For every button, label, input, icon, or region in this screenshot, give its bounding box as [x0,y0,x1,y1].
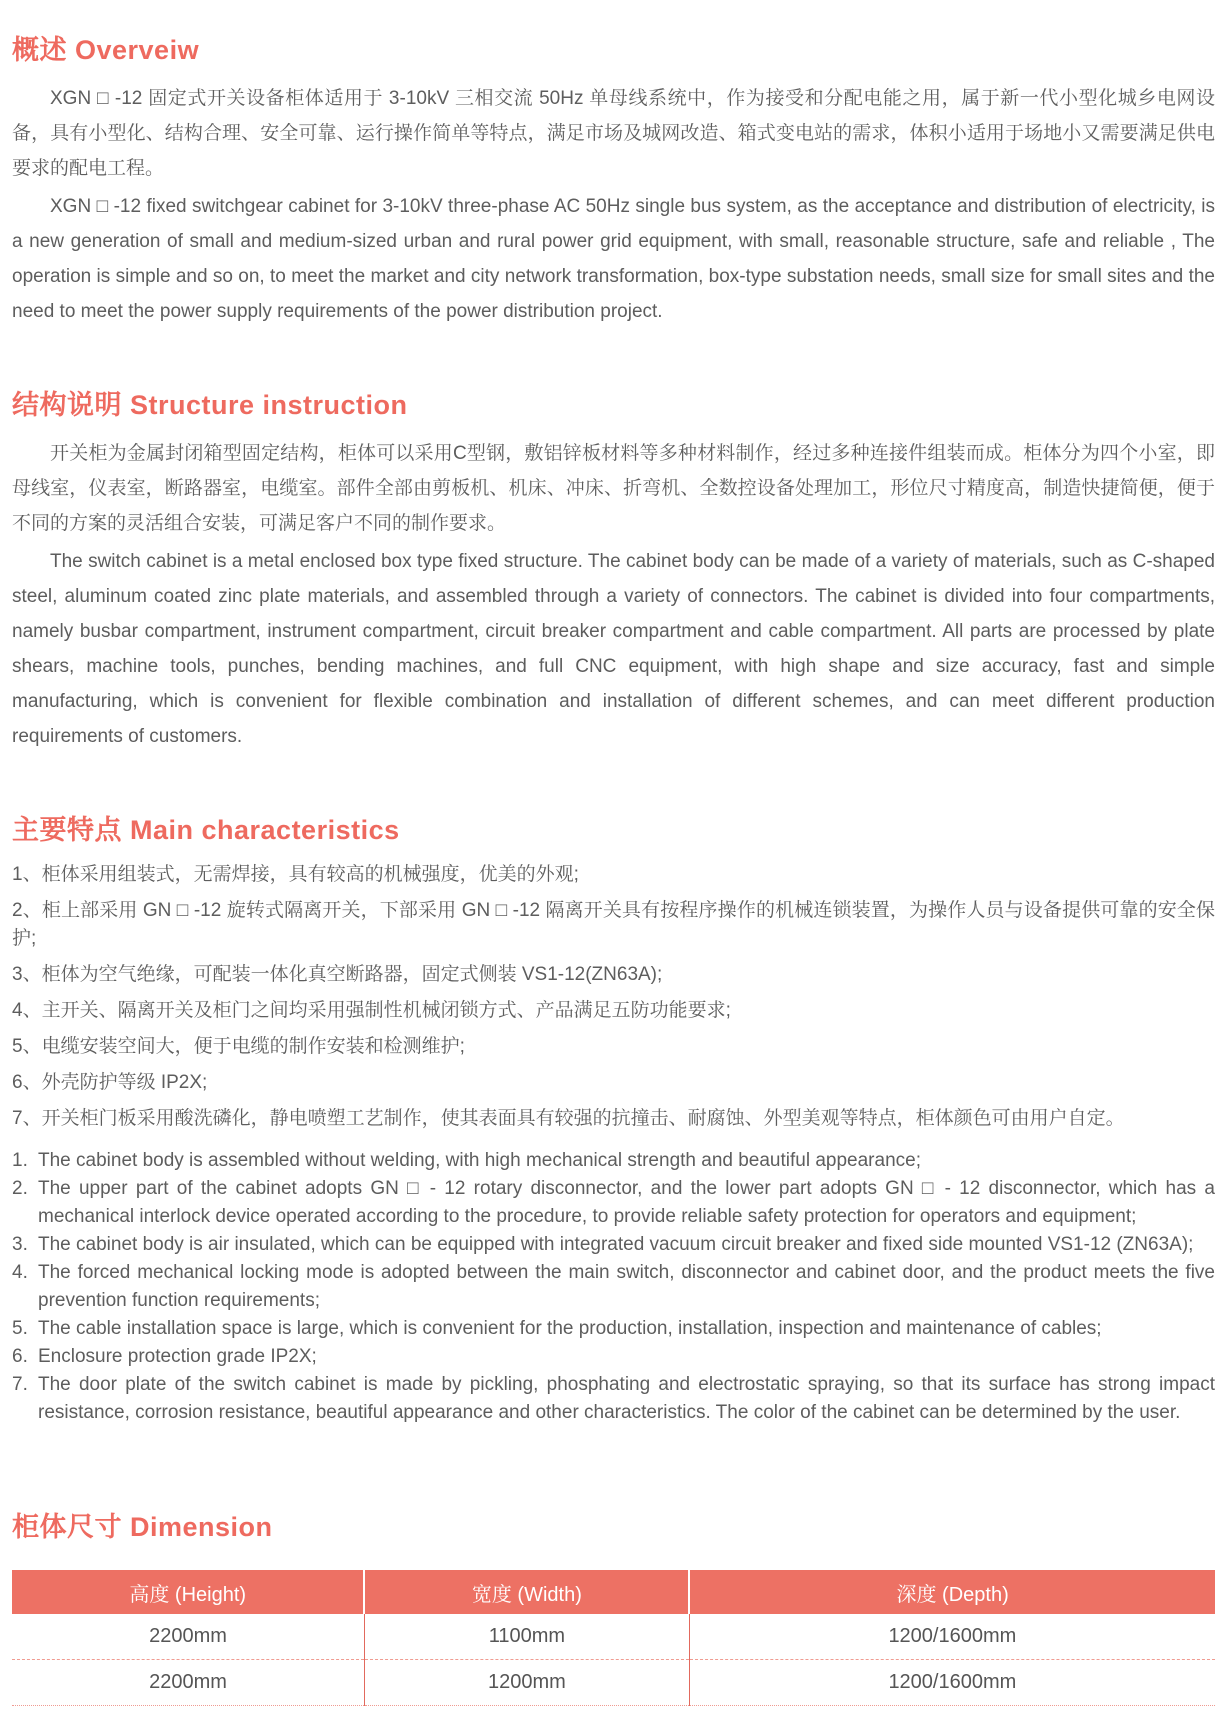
section-dimension [12,1505,1215,1706]
list-item-zh-7: 7、开关柜门板采用酸洗磷化，静电喷塑工艺制作，使其表面具有较强的抗撞击、耐腐蚀、外型美观等特点，柜体颜色可由用户自定。 [12,1108,1125,1129]
list-item-zh-1: 1、柜体采用组装式，无需焊接，具有较高的机械强度，优美的外观; [12,864,579,885]
table-header-height: 高度 (Height) [12,1570,364,1614]
table-header-row [12,1570,1215,1614]
list-item-number: 1. [12,1150,28,1171]
structure-paragraph-zh: 开关柜为金属封闭箱型固定结构，柜体可以采用C型钢，敷铝锌板材料等多种材料制作，经过多种连接件组装而成。柜体分为四个小室，即母线室，仪表室，断路器室，电缆室。部件全部由剪板机、机床、冲床、折弯机、全数控设备处理加工，形位尺寸精度高，制造快捷简便，便于不同的方案的灵活组合安装，可满足客户不同的制作要求。 [12,443,1215,534]
overview-paragraph-en: XGN □ -12 fixed switchgear cabinet for 3-10kV three-phase AC 50Hz single bus system, as the acceptance and distribution of electricity, is a new generation of small and medium-sized urban and rural power grid equipment, with small, reasonable structure, safe and reliable , The operation is simple and so on, to meet the market and city network transformation, box-type substation needs, small size for small sites and the need to meet the power supply requirements of the power distribution project. [12,196,1215,322]
list-item-text: The forced mechanical locking mode is adopted between the main switch, disconnector and cabinet door, and the product meets the five prevention function requirements; [38,1262,1215,1311]
characteristics-heading: 主要特点 Main characteristics [12,815,400,845]
table-cell-depth: 1200/1600mm [689,1660,1215,1706]
overview-paragraph-zh: XGN □ -12 固定式开关设备柜体适用于 3-10kV 三相交流 50Hz 单母线系统中，作为接受和分配电能之用，属于新一代小型化城乡电网设备，具有小型化、结构合理、安全可靠、运行操作简单等特点，满足市场及城网改造、箱式变电站的需求，体积小适用于场地小又需要满足供电要求的配电工程。 [12,88,1215,179]
list-item-text: The cable installation space is large, which is convenient for the production, installation, inspection and maintenance of cables; [38,1318,1102,1339]
table-row [12,1614,1215,1660]
list-item-text: The cabinet body is assembled without welding, with high mechanical strength and beautiful appearance; [38,1150,921,1171]
list-item-number: 4. [12,1262,28,1283]
list-item-text: The cabinet body is air insulated, which can be equipped with integrated vacuum circuit breaker and fixed side mounted VS1-12 (ZN63A); [38,1234,1194,1255]
list-item-text: Enclosure protection grade IP2X; [38,1346,317,1367]
structure-paragraph-en: The switch cabinet is a metal enclosed box type fixed structure. The cabinet body can be made of a variety of materials, such as C-shaped steel, aluminum coated zinc plate materials, and assembled through a variety of connectors. The cabinet is divided into four compartments, namely busbar compartment, instrument compartment, circuit breaker compartment and cable compartment. All parts are processed by plate shears, machine tools, punches, bending machines, and full CNC equipment, with high shape and size accuracy, fast and simple manufacturing, which is convenient for flexible combination and installation of different schemes, and can meet different production requirements of customers. [12,551,1215,747]
list-item-zh-2: 2、柜上部采用 GN □ -12 旋转式隔离开关，下部采用 GN □ -12 隔离开关具有按程序操作的机械连锁装置，为操作人员与设备提供可靠的安全保护; [12,900,1215,949]
characteristics-list-zh [12,861,1215,1133]
list-item-en-5 [12,1315,1215,1343]
section-overview [12,28,1215,329]
dimension-heading: 柜体尺寸 Dimension [12,1512,273,1542]
list-item-en-2 [12,1175,1215,1231]
table-cell-height: 2200mm [12,1614,364,1660]
list-item-en-3 [12,1231,1215,1259]
overview-heading: 概述 Overveiw [12,35,200,65]
list-item-zh-5: 5、电缆安装空间大，便于电缆的制作安装和检测维护; [12,1036,465,1057]
list-item-en-4 [12,1259,1215,1315]
table-header-depth: 深度 (Depth) [689,1570,1215,1614]
section-characteristics [12,808,1215,1427]
dimension-table [12,1570,1215,1706]
list-item-number: 7. [12,1374,28,1395]
list-item-en-7 [12,1371,1215,1427]
structure-heading: 结构说明 Structure instruction [12,390,408,420]
list-item-text: The upper part of the cabinet adopts GN □ - 12 rotary disconnector, and the lower part adopts GN □ - 12 disconnector, which has a mechanical interlock device operated according to the procedure, to provide reliable safety protection for operators and equipment; [38,1178,1215,1227]
list-item-zh-4: 4、主开关、隔离开关及柜门之间均采用强制性机械闭锁方式、产品满足五防功能要求; [12,1000,731,1021]
list-item-en-1 [12,1147,1215,1175]
list-item-en-6 [12,1343,1215,1371]
table-row [12,1660,1215,1706]
characteristics-list-en [12,1147,1215,1427]
table-cell-depth: 1200/1600mm [689,1614,1215,1660]
list-item-number: 2. [12,1178,28,1199]
table-cell-width: 1100mm [364,1614,689,1660]
list-item-zh-6: 6、外壳防护等级 IP2X; [12,1072,208,1093]
section-structure [12,383,1215,754]
table-cell-height: 2200mm [12,1660,364,1706]
list-item-text: The door plate of the switch cabinet is made by pickling, phosphating and electrostatic spraying, so that its surface has strong impact resistance, corrosion resistance, beautiful appearance and other characteristics. The color of the cabinet can be determined by the user. [38,1374,1215,1423]
table-header-width: 宽度 (Width) [364,1570,689,1614]
table-cell-width: 1200mm [364,1660,689,1706]
list-item-number: 3. [12,1234,28,1255]
list-item-number: 6. [12,1346,28,1367]
list-item-number: 5. [12,1318,28,1339]
list-item-zh-3: 3、柜体为空气绝缘，可配装一体化真空断路器，固定式侧装 VS1-12(ZN63A); [12,964,663,985]
